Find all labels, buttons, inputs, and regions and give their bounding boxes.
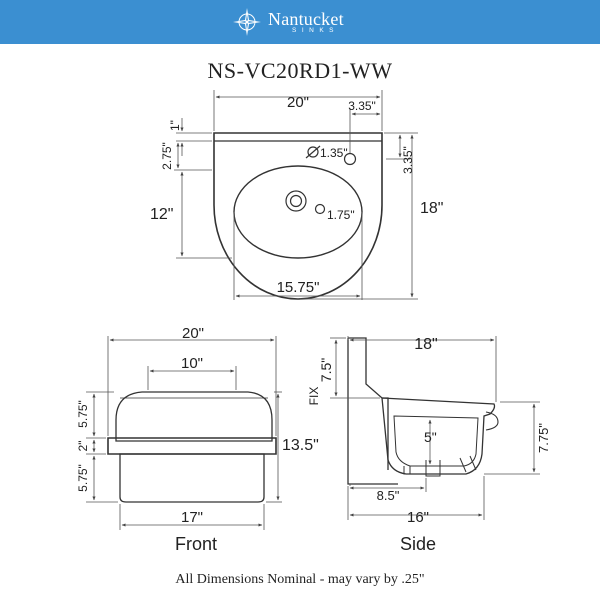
front-bottom-label: 17" bbox=[180, 509, 204, 526]
side-bottom-label: 16" bbox=[406, 509, 430, 526]
top-bowl-width-label: 15.75" bbox=[276, 279, 320, 296]
side-view-labels bbox=[307, 336, 551, 554]
drain-outer bbox=[286, 191, 306, 211]
side-fix-label: FIX bbox=[307, 386, 321, 406]
side-inner-label: 5" bbox=[424, 429, 437, 445]
front-lower-label: 5.75" bbox=[76, 464, 90, 492]
drain-inner bbox=[291, 196, 302, 207]
drain-label: 1.75" bbox=[327, 208, 355, 222]
top-view-outline bbox=[214, 133, 382, 299]
front-upper-label: 5.75" bbox=[76, 400, 90, 428]
top-bowl-depth-label: 12" bbox=[150, 206, 174, 223]
brand-name: Nantucket bbox=[268, 8, 344, 29]
top-rim-depth-label: 2.75" bbox=[160, 142, 174, 170]
brand-subtitle: SINKS bbox=[292, 26, 340, 34]
top-hole-side-label: 3.35" bbox=[401, 146, 415, 174]
front-inner-label: 10" bbox=[180, 355, 204, 372]
faucet-hole-label: 1.35" bbox=[320, 146, 348, 160]
front-view-label: Front bbox=[174, 534, 218, 554]
front-rim-label: 2" bbox=[76, 440, 90, 452]
side-view-label: Side bbox=[399, 534, 437, 554]
top-hole-offset-label: 3.35" bbox=[348, 99, 376, 113]
footer-note: All Dimensions Nominal - may vary by .25" bbox=[175, 572, 425, 587]
front-upper-bowl bbox=[116, 392, 272, 441]
overflow-hole bbox=[316, 205, 325, 214]
front-height-label: 13.5" bbox=[282, 437, 319, 454]
side-view-dimensions bbox=[330, 336, 540, 520]
side-bottom-inner-label: 8.5" bbox=[376, 488, 400, 503]
side-bowl-profile bbox=[382, 398, 495, 474]
front-view bbox=[108, 392, 276, 502]
side-right-height-label: 7.75" bbox=[536, 423, 551, 453]
top-view bbox=[214, 133, 382, 299]
side-upper-label: 7.5" bbox=[318, 357, 334, 383]
top-width-label: 20" bbox=[286, 94, 310, 111]
side-drain-pipe bbox=[404, 466, 410, 474]
top-overall-depth-label: 18" bbox=[420, 200, 444, 217]
top-rim-label: 1" bbox=[168, 120, 182, 131]
front-view-labels bbox=[76, 325, 319, 554]
side-depth-label: 18" bbox=[414, 336, 438, 353]
side-wall-bracket bbox=[348, 338, 398, 484]
front-width-label: 20" bbox=[181, 325, 205, 342]
side-view bbox=[348, 338, 498, 484]
front-lower-bowl bbox=[120, 454, 264, 502]
model-title: NS-VC20RD1-WW bbox=[207, 58, 393, 83]
